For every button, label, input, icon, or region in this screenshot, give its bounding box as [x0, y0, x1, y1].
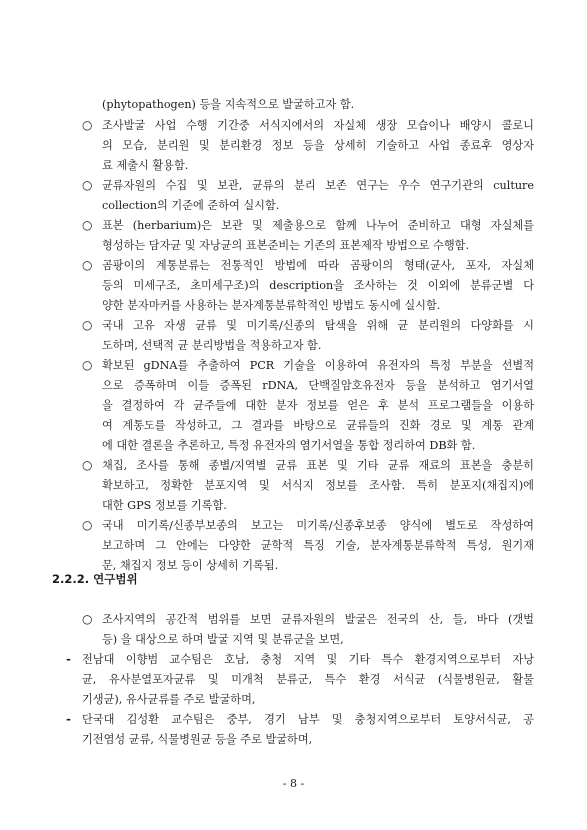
- item-line: 등의 미세구조, 초미세구조)의 description을 조사하는 것 이외에 분류군별 다: [102, 279, 534, 292]
- item-line: 균, 유사분열포자균류 및 미개척 분류군, 특수 환경 서식균 (식물병원균, 활물: [82, 673, 534, 686]
- item-line: 으로 증폭하며 이들 증폭된 rDNA, 단백질암호유전자 등을 분석하고 염기서열: [102, 379, 534, 392]
- bullet-circle: ○: [82, 178, 93, 192]
- bullet-circle: ○: [82, 612, 93, 626]
- bullet-circle: ○: [82, 358, 93, 372]
- item-line: 표본 (herbarium)은 보관 및 제출용으로 함께 나누어 준비하고 대형 자실체를: [102, 219, 534, 232]
- item-line: 등) 을 대상으로 하며 발굴 지역 및 분류군을 보면,: [102, 633, 344, 646]
- item-line: 곰팡이의 계통분류는 전통적인 방법에 따라 곰팡이의 형태(균사, 포자, 자실체: [102, 259, 534, 272]
- intro-line: (phytopathogen) 등을 지속적으로 발굴하고자 함.: [102, 98, 355, 111]
- bullet-dash: -: [66, 652, 71, 666]
- item-line: 도하며, 선택적 균 분리방법을 적용하고자 함.: [102, 339, 322, 352]
- item-line: 기생균), 유사균류를 주로 발굴하며,: [82, 693, 256, 706]
- item-line: 형성하는 담자균 및 자낭균의 표본준비는 기존의 표본제작 방법으로 수행함.: [102, 239, 470, 252]
- item-line: 대한 GPS 정보를 기록함.: [102, 499, 227, 512]
- bullet-circle: ○: [82, 518, 93, 532]
- bullet-circle: ○: [82, 118, 93, 132]
- bullet-circle: ○: [82, 258, 93, 272]
- item-line: 단국대 김성환 교수팀은 중부, 경기 남부 및 충청지역으로부터 토양서식균, 공: [82, 713, 534, 726]
- item-line: 균류자원의 수집 및 보관, 균류의 분리 보존 연구는 우수 연구기관의 culture: [102, 179, 534, 192]
- item-line: 여 계통도를 작성하고, 그 결과를 바탕으로 균류들의 진화 경로 및 계통 관계: [102, 419, 534, 432]
- item-line: 조사발굴 사업 수행 기간중 서식지에서의 자실체 생장 모습이나 배양시 콜로니: [102, 119, 534, 132]
- item-line: 확보하고, 정확한 분포지역 및 서식지 정보를 조사함. 특히 분포지(채집지)에: [102, 479, 534, 492]
- bullet-circle: ○: [82, 318, 93, 332]
- bullet-circle: ○: [82, 458, 93, 472]
- bullet-circle: ○: [82, 218, 93, 232]
- item-line: 문, 채집지 정보 등이 상세히 기록됨.: [102, 559, 279, 572]
- item-line: 양한 분자마커를 사용하는 분자계통분류학적인 방법도 동시에 실시함.: [102, 299, 441, 312]
- item-line: 료 제출시 활용함.: [102, 159, 189, 172]
- bullet-dash: -: [66, 712, 71, 726]
- item-line: 에 대한 결론을 추론하고, 특정 유전자의 염기서열을 통합 정리하여 DB화 함.: [102, 439, 476, 452]
- item-line: 채집, 조사를 통해 종별/지역별 균류 표본 및 기타 균류 재료의 표본을 충분히: [102, 459, 534, 472]
- item-line: 을 결정하여 각 균주들에 대한 분자 정보를 얻은 후 분석 프로그램들을 이용하: [102, 399, 534, 412]
- item-line: 기전염성 균류, 식물병원균 등을 주로 발굴하며,: [82, 733, 313, 746]
- item-line: collection의 기준에 준하여 실시함.: [102, 199, 280, 212]
- page-number: - 8 -: [282, 777, 305, 790]
- item-line: 전남대 이향범 교수팀은 호남, 충청 지역 및 기타 특수 환경지역으로부터 자낭: [82, 653, 534, 666]
- item-line: 국내 미기록/신종부보종의 보고는 미기록/신종후보종 양식에 별도로 작성하여: [102, 519, 534, 532]
- item-line: 국내 고유 자생 균류 및 미기록/신종의 탐색을 위해 균 분리원의 다양화를 시: [102, 319, 534, 332]
- item-line: 의 모습, 분리원 및 분리환경 정보 등을 상세히 기술하고 사업 종료후 영상자: [102, 139, 534, 152]
- item-line: 확보된 gDNA를 추출하여 PCR 기술을 이용하여 유전자의 특정 부분을 선별적: [102, 359, 534, 372]
- section-heading: 2.2.2. 연구범위: [52, 572, 138, 586]
- item-line: 조사지역의 공간적 범위를 보면 균류자원의 발굴은 전국의 산, 들, 바다 (갯벌: [102, 613, 534, 626]
- item-line: 보고하며 그 안에는 다양한 균학적 특징 기술, 분자계통분류학적 특성, 원기재: [102, 539, 534, 552]
